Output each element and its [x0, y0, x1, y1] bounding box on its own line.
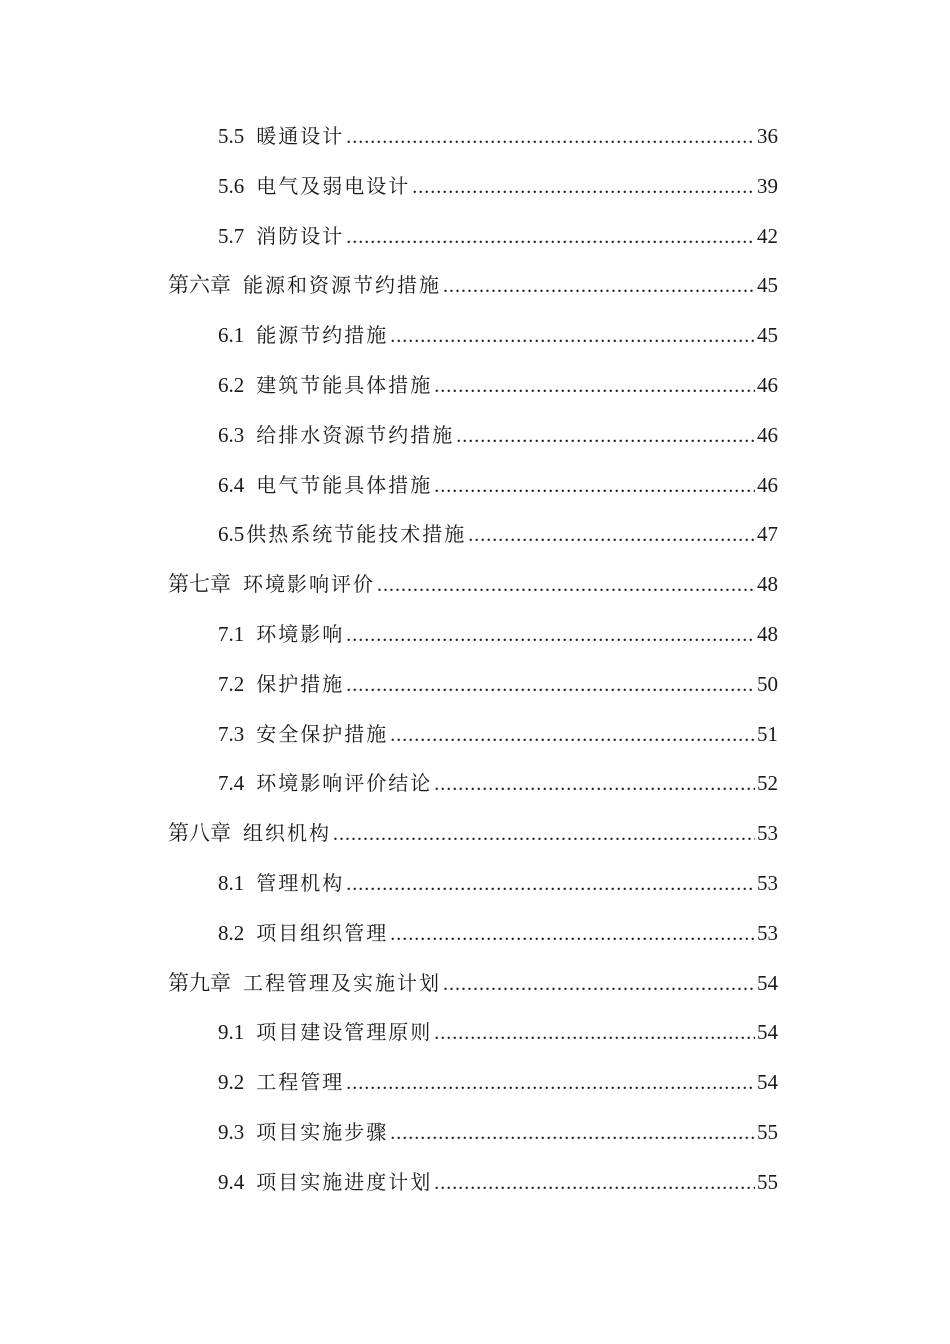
- toc-entry-page-number: 42: [757, 223, 778, 248]
- toc-entry-title: 电气节能具体措施: [256, 472, 433, 497]
- table-of-contents: [168, 112, 778, 1208]
- toc-entry-title: 管理机构: [256, 870, 345, 895]
- toc-entry-title: 项目组织管理: [256, 920, 389, 945]
- toc-entry-page-number: 53: [757, 920, 778, 945]
- toc-entry-page-number: 53: [757, 870, 778, 895]
- toc-entry-page-number: 54: [757, 1020, 778, 1045]
- toc-entry-number: 6.1: [218, 323, 245, 348]
- toc-entry-page-number: 55: [757, 1119, 778, 1144]
- toc-entry-page-number: 51: [757, 721, 778, 746]
- toc-dot-leader: [456, 412, 755, 462]
- toc-entry-title: 给排水资源节约措施: [256, 422, 455, 447]
- toc-entry-page-number: 46: [757, 372, 778, 397]
- toc-section-entry[interactable]: [168, 859, 778, 909]
- toc-entry-number: 7.1: [218, 621, 245, 646]
- toc-section-entry[interactable]: [168, 212, 778, 262]
- toc-entry-title: 保护措施: [256, 671, 345, 696]
- toc-entry-page-number: 46: [757, 472, 778, 497]
- toc-entry-page-number: 47: [757, 522, 778, 547]
- toc-entry-number: 8.1: [218, 870, 245, 895]
- toc-entry-page-number: 54: [757, 1070, 778, 1095]
- toc-section-entry[interactable]: [168, 112, 778, 162]
- toc-section-entry[interactable]: [168, 710, 778, 760]
- toc-entry-title: 能源和资源节约措施: [243, 273, 441, 298]
- toc-entry-number: 9.2: [218, 1070, 245, 1095]
- toc-entry-page-number: 50: [757, 671, 778, 696]
- toc-section-entry[interactable]: [168, 1058, 778, 1108]
- toc-dot-leader: [333, 810, 755, 860]
- toc-entry-page-number: 55: [757, 1169, 778, 1194]
- toc-entry-number: 6.4: [218, 472, 245, 497]
- toc-entry-title: 环境影响: [256, 621, 345, 646]
- toc-entry-title: 环境影响评价: [243, 572, 375, 597]
- toc-dot-leader: [346, 860, 755, 910]
- toc-dot-leader: [346, 661, 755, 711]
- toc-section-entry[interactable]: [168, 909, 778, 959]
- toc-chapter-entry[interactable]: [168, 560, 778, 610]
- toc-section-entry[interactable]: [168, 411, 778, 461]
- toc-section-entry[interactable]: [168, 510, 778, 560]
- toc-dot-leader: [443, 262, 755, 312]
- toc-entry-title: 供热系统节能技术措施: [246, 522, 467, 547]
- toc-entry-number: 8.2: [218, 920, 245, 945]
- toc-entry-title: 暖通设计: [256, 124, 345, 148]
- toc-dot-leader: [434, 362, 755, 412]
- toc-entry-page-number: 39: [757, 173, 778, 198]
- toc-entry-page-number: 36: [757, 124, 778, 148]
- toc-entry-number: 7.2: [218, 671, 245, 696]
- toc-entry-page-number: 53: [757, 821, 778, 846]
- toc-section-entry[interactable]: [168, 759, 778, 809]
- toc-section-entry[interactable]: [168, 361, 778, 411]
- toc-entry-number: 第八章: [168, 821, 231, 846]
- toc-dot-leader: [390, 1109, 755, 1159]
- toc-dot-leader: [346, 1059, 755, 1109]
- toc-section-entry[interactable]: [168, 1158, 778, 1208]
- toc-section-entry[interactable]: [168, 610, 778, 660]
- toc-entry-page-number: 48: [757, 621, 778, 646]
- toc-dot-leader: [434, 1009, 755, 1059]
- toc-entry-page-number: 45: [757, 273, 778, 298]
- toc-dot-leader: [390, 910, 755, 960]
- toc-entry-title: 项目实施步骤: [256, 1119, 389, 1144]
- toc-section-entry[interactable]: [168, 461, 778, 511]
- toc-entry-number: 9.1: [218, 1020, 245, 1045]
- toc-entry-number: 6.3: [218, 422, 245, 447]
- toc-dot-leader: [434, 760, 755, 810]
- toc-entry-title: 工程管理及实施计划: [243, 970, 441, 995]
- toc-entry-page-number: 46: [757, 422, 778, 447]
- toc-dot-leader: [443, 960, 755, 1010]
- toc-entry-title: 电气及弱电设计: [256, 173, 411, 198]
- toc-chapter-entry[interactable]: [168, 959, 778, 1009]
- toc-chapter-entry[interactable]: [168, 809, 778, 859]
- toc-dot-leader: [377, 561, 755, 611]
- toc-chapter-entry[interactable]: [168, 261, 778, 311]
- toc-entry-title: 环境影响评价结论: [256, 771, 433, 796]
- toc-entry-number: 第六章: [168, 273, 231, 298]
- toc-entry-number: 9.3: [218, 1119, 245, 1144]
- toc-entry-number: 9.4: [218, 1169, 245, 1194]
- toc-dot-leader: [390, 711, 755, 761]
- toc-section-entry[interactable]: [168, 1008, 778, 1058]
- toc-dot-leader: [346, 113, 755, 163]
- toc-dot-leader: [434, 462, 755, 512]
- toc-entry-page-number: 54: [757, 970, 778, 995]
- toc-entry-number: 6.2: [218, 372, 245, 397]
- toc-section-entry[interactable]: [168, 1108, 778, 1158]
- toc-section-entry[interactable]: [168, 660, 778, 710]
- toc-entry-title: 项目建设管理原则: [256, 1020, 433, 1045]
- toc-entry-title: 安全保护措施: [256, 721, 389, 746]
- toc-entry-page-number: 48: [757, 572, 778, 597]
- toc-entry-number: 5.6: [218, 173, 245, 198]
- toc-entry-number: 6.5: [218, 522, 245, 547]
- toc-entry-number: 第九章: [168, 970, 231, 995]
- toc-entry-title: 能源节约措施: [256, 323, 389, 348]
- toc-entry-page-number: 52: [757, 771, 778, 796]
- toc-dot-leader: [346, 213, 755, 263]
- toc-entry-number: 第七章: [168, 572, 231, 597]
- toc-entry-title: 建筑节能具体措施: [256, 372, 433, 397]
- toc-section-entry[interactable]: [168, 311, 778, 361]
- toc-entry-number: 5.7: [218, 223, 245, 248]
- toc-entry-number: 5.5: [218, 124, 245, 148]
- toc-entry-title: 项目实施进度计划: [256, 1169, 433, 1194]
- toc-entry-title: 工程管理: [256, 1070, 345, 1095]
- toc-section-entry[interactable]: [168, 162, 778, 212]
- toc-dot-leader: [390, 312, 755, 362]
- toc-entry-number: 7.4: [218, 771, 245, 796]
- toc-dot-leader: [412, 163, 755, 213]
- toc-entry-title: 组织机构: [243, 821, 331, 846]
- toc-entry-title: 消防设计: [256, 223, 345, 248]
- toc-entry-page-number: 45: [757, 323, 778, 348]
- toc-dot-leader: [434, 1159, 755, 1209]
- toc-dot-leader: [346, 611, 755, 661]
- toc-entry-number: 7.3: [218, 721, 245, 746]
- toc-dot-leader: [468, 511, 755, 561]
